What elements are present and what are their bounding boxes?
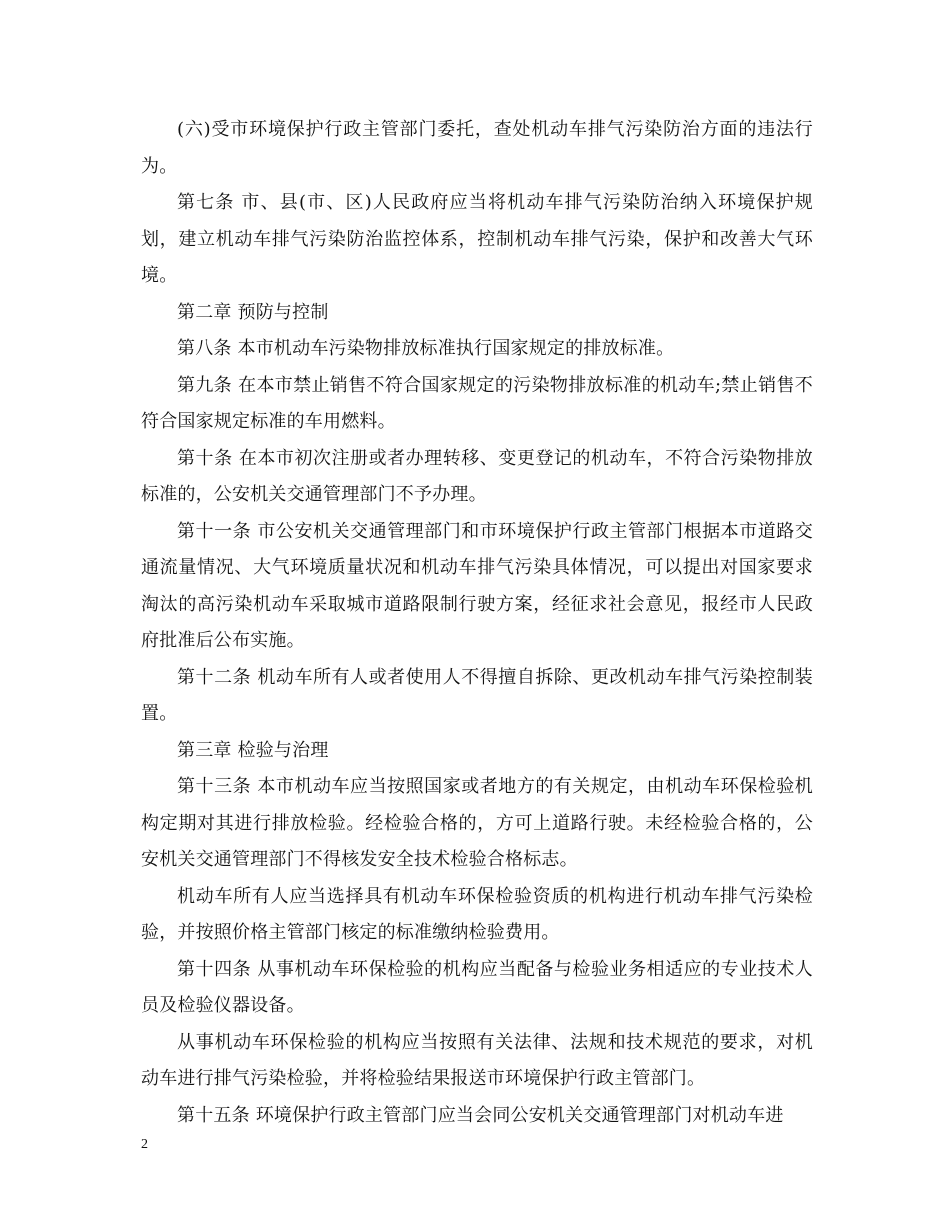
paragraph-article-8: 第八条 本市机动车污染物排放标准执行国家规定的排放标准。 <box>177 338 675 359</box>
paragraph-article-14: 第十四条 从事机动车环保检验的机构应当配备与检验业务相适应的专业技术人员及检验仪器设备。 <box>141 958 813 1016</box>
chapter-2-heading: 第二章 预防与控制 <box>177 301 329 323</box>
paragraph-article-15: 第十五条 环境保护行政主管部门应当会同公安机关交通管理部门对机动车进 <box>177 1104 784 1126</box>
paragraph-article-9: 第九条 在本市禁止销售不符合国家规定的污染物排放标准的机动车;禁止销售不符合国家规定标准的车用燃料。 <box>141 374 813 432</box>
paragraph-article-11: 第十一条 市公安机关交通管理部门和市环境保护行政主管部门根据本市道路交通流量情况、大气环境质量状况和机动车排气污染具体情况，可以提出对国家要求淘汰的高污染机动车采取城市道路限制行驶方案，经征求社会意见，报经市人民政府批准后公布实施。 <box>141 520 813 651</box>
paragraph-article-13: 第十三条 本市机动车应当按照国家或者地方的有关规定，由机动车环保检验机构定期对其进行排放检验。经检验合格的，方可上道路行驶。未经检验合格的，公安机关交通管理部门不得核发安全技术检验合格标志。 <box>141 776 813 870</box>
document-body <box>141 112 813 1134</box>
paragraph-clause-6: (六)受市环境保护行政主管部门委托，查处机动车排气污染防治方面的违法行为。 <box>141 119 813 177</box>
paragraph-article-14-cont: 从事机动车环保检验的机构应当按照有关法律、法规和技术规范的要求，对机动车进行排气污染检验，并将检验结果报送市环境保护行政主管部门。 <box>141 1031 813 1089</box>
page-number: 2 <box>141 1137 148 1152</box>
paragraph-article-12: 第十二条 机动车所有人或者使用人不得擅自拆除、更改机动车排气污染控制装置。 <box>141 666 813 724</box>
paragraph-article-10: 第十条 在本市初次注册或者办理转移、变更登记的机动车，不符合污染物排放标准的，公安机关交通管理部门不予办理。 <box>141 447 813 505</box>
chapter-3-heading: 第三章 检验与治理 <box>177 739 329 761</box>
paragraph-article-13-cont: 机动车所有人应当选择具有机动车环保检验资质的机构进行机动车排气污染检验，并按照价格主管部门核定的标准缴纳检验费用。 <box>141 885 813 943</box>
paragraph-article-7: 第七条 市、县(市、区)人民政府应当将机动车排气污染防治纳入环境保护规划，建立机动车排气污染防治监控体系，控制机动车排气污染，保护和改善大气环境。 <box>141 192 813 286</box>
